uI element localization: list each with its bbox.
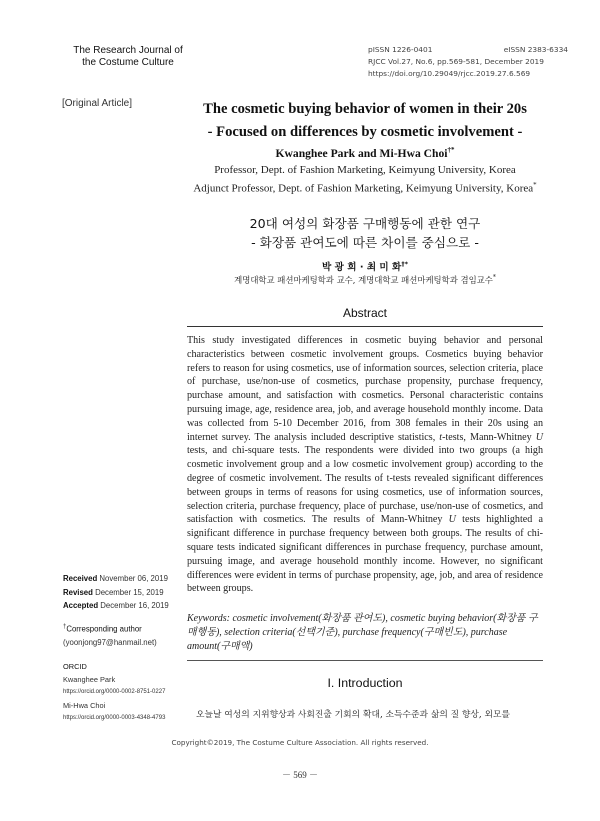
abstract-part4: tests highlighted a significant difference in purchase frequency between both groups. The results of chi-square tests indicated significant differences in purchase frequency, purchase amount, pursuing image, and average household monthly income. However, no significant differences were evident in terms of purchase propensity, age, job, and area of residence between groups.: [187, 514, 543, 595]
orcid-label: ORCID: [63, 662, 87, 671]
authors-en-names: Kwanghee Park and Mi-Hwa Choi: [275, 146, 448, 160]
corr-label: Corresponding author: [66, 624, 142, 634]
article-dates: [63, 572, 169, 613]
copyright: Copyright©2019, The Costume Culture Association. All rights reserved.: [171, 738, 429, 747]
abstract-heading: Abstract: [342, 306, 387, 320]
title-ko: [187, 214, 543, 252]
orcid-block: [63, 660, 165, 725]
affiliation-en-mark: *: [533, 181, 537, 189]
keywords-rule: [187, 660, 543, 661]
orcid-name-1: Kwanghee Park: [63, 675, 116, 684]
abstract-rule: [187, 326, 543, 327]
affiliation-ko-mark: *: [492, 274, 496, 282]
authors-en: [187, 146, 543, 160]
received-label: Received: [63, 574, 98, 583]
authors-ko: [187, 259, 543, 273]
abstract-body: [187, 334, 543, 596]
journal-name: [63, 45, 193, 69]
abstract-u-italic-1: U: [535, 431, 543, 443]
authors-en-mark: †*: [447, 146, 455, 154]
revised-date: December 15, 2019: [95, 587, 164, 597]
orcid-url-1[interactable]: https://orcid.org/0000-0002-8751-0227: [63, 689, 166, 695]
corresponding-author: [63, 621, 157, 650]
abstract-part1: This study investigated differences in cosmetic buying behavior and personal characteristics between cosmetic involvement groups. Cosmetics buying behavior refers to reason for using cosmetics, use of information sources, selection criteria, place of purchase, use/non-use of cosmetics, purchase propensity, purchase frequency, purchase amount, and satisfaction with cosmetics. Personal characteristic contains pursuing image, age, residence area, job, and average household monthly income. Data was collected from 5-10 December 2016, from 308 females in their 20s using an internet survey. The analysis included descriptive statistics,: [187, 335, 543, 443]
authors-ko-names: 박 광 희 · 최 미 화: [322, 262, 402, 273]
authors-ko-mark: †*: [401, 259, 408, 268]
abstract-u-italic-2: U: [448, 514, 456, 526]
accepted-date: December 16, 2019: [100, 601, 169, 610]
title-en-line1: The cosmetic buying behavior of women in their 20s: [203, 101, 527, 117]
affiliation-ko: [187, 274, 543, 286]
title-en-line2: - Focused on differences by cosmetic involvement -: [207, 124, 523, 140]
pissn: pISSN 1226-0401: [368, 45, 433, 54]
journal-name-line2: the Costume Culture: [82, 57, 174, 68]
orcid-name-2: Mi-Hwa Choi: [63, 701, 106, 710]
eissn: eISSN 2383-6334: [503, 45, 568, 54]
corr-email[interactable]: (yoonjong97@hanmail.net): [63, 638, 157, 648]
affiliation-en: [187, 163, 543, 197]
volume-info: RJCC Vol.27, No.6, pp.569-581, December 2019: [368, 57, 544, 66]
title-ko-line2: - 화장품 관여도에 따른 차이를 중심으로 -: [251, 235, 479, 250]
affiliation-ko-text: 계명대학교 패션마케팅학과 교수, 계명대학교 패션마케팅학과 겸임교수: [234, 275, 493, 285]
affiliation-en-line2: Adjunct Professor, Dept. of Fashion Marketing, Keimyung University, Korea: [193, 182, 534, 195]
doi-link[interactable]: https://doi.org/10.29049/rjcc.2019.27.6.569: [368, 69, 531, 78]
page-number: － 569 －: [281, 770, 318, 780]
journal-name-line1: The Research Journal of: [73, 45, 183, 56]
keywords-label: Keywords:: [187, 613, 230, 624]
title-en: [187, 98, 543, 144]
abstract-part2: -tests, Mann-Whitney: [442, 431, 536, 443]
orcid-url-2[interactable]: https://orcid.org/0000-0003-4348-4793: [63, 715, 166, 721]
article-type: [Original Article]: [62, 98, 133, 109]
section-heading-introduction: I. Introduction: [327, 676, 403, 690]
corr-mark: †: [63, 624, 67, 630]
received-date: November 06, 2019: [99, 574, 168, 583]
revised-label: Revised: [63, 587, 93, 597]
keywords-text: cosmetic involvement(화장품 관여도), cosmetic buying behavior(화장품 구매행동), selection criteria(선택기준), purchase frequency(구매빈도), purchase amount(구매액): [187, 613, 538, 652]
keywords: [187, 612, 543, 653]
abstract-t-italic: t: [439, 431, 443, 443]
affiliation-en-line1: Professor, Dept. of Fashion Marketing, Keimyung University, Korea: [214, 164, 516, 176]
introduction-first-line: 오늘날 여성의 지위향상과 사회진출 기회의 확대, 소득수준과 삶의 질 향상, 외모를: [196, 710, 510, 720]
issn-block: [368, 44, 568, 80]
title-ko-line1: 20대 여성의 화장품 구매행동에 관한 연구: [249, 216, 481, 231]
accepted-label: Accepted: [63, 601, 99, 610]
abstract-part3: tests, and chi-square tests. The respondents were divided into two groups (a high cosmetic involvement group and a low cosmetic involvement group) according to the degree of cosmetic involvement. The results of t-tests revealed significant differences between groups in terms of reasons for using cosmetics, use of information sources, selection criteria, purchase frequency, place of purchase, use/non-use of cosmetics, and satisfaction with cosmetics. The results of Mann-Whitney: [187, 445, 543, 526]
